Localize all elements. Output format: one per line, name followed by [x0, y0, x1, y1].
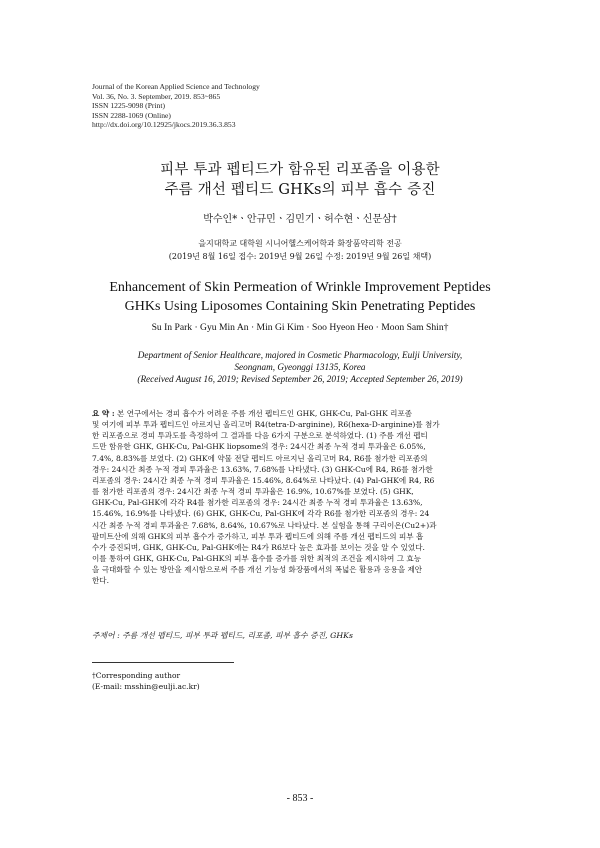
korean-title: [0, 160, 600, 200]
doi-link[interactable]: http://dx.doi.org/10.12925/jkocs.2019.36.3.853: [92, 120, 236, 130]
korean-title-line-2: 주름 개선 펩티드 GHKs의 피부 흡수 증진: [164, 182, 436, 198]
korean-authors: 박수인*ㆍ안규민ㆍ김민기ㆍ허수현ㆍ신문삼†: [203, 214, 397, 225]
abstract-line: 15.46%, 16.9%를 나타냈다. (6) GHK, GHK-Cu, Pal-GHK에 각각 R6를 첨가한 리포좀의 경우: 24: [92, 509, 430, 519]
english-title-line-2: GHKs Using Liposomes Containing Skin Penetrating Peptides: [124, 299, 476, 314]
english-affiliation-address: Seongnam, Gyeonggi 13135, Korea: [234, 362, 366, 373]
english-title-line-1: Enhancement of Skin Permeation of Wrinkle Improvement Peptides: [109, 280, 491, 295]
korean-received-dates: (2019년 8월 16일 접수: 2019년 9월 26일 수정: 2019년 9월 26일 채택): [168, 251, 432, 261]
abstract-line: 이를 통하여 GHK, GHK-Cu, Pal-GHK의 피부 흡수를 증가를 위한 최적의 조건을 제시하여 그 효능: [92, 554, 421, 564]
abstract-label: 요 약 :: [92, 409, 115, 418]
abstract-line: 수가 증진되며, GHK, GHK-Cu, Pal-GHK에는 R4가 R6보다 높은 효과를 보이는 것을 알 수 있었다.: [92, 542, 425, 552]
english-affiliation-dept: Department of Senior Healthcare, majored in Cosmetic Pharmacology, Eulji University,: [137, 350, 463, 360]
abstract-line: 경우: 24시간 최종 누적 경피 투과율은 13.63%, 7.68%를 나타냈다. (3) GHK-Cu에 R4, R6를 첨가한: [92, 464, 433, 474]
page-number: - 853 -: [286, 793, 314, 804]
korean-abstract: [92, 408, 508, 587]
journal-info: [92, 82, 260, 130]
abstract-line: 을 극대화할 수 있는 방안을 제시함으로써 주름 개선 기능성 화장품에서의 폭넓은 활용과 응용을 제안: [92, 565, 423, 575]
abstract-line: GHK-Cu, Pal-GHK에 각각 R4를 첨가한 리포좀의 경우: 24시간 최종 누적 경피 투과율은 13.63%,: [92, 498, 423, 508]
english-affiliation: [0, 349, 600, 386]
korean-affiliation-dept: 을지대학교 대학원 시니어헬스케어학과 화장품약리학 전공: [198, 239, 402, 248]
abstract-line: [92, 408, 508, 419]
issn-online: ISSN 2288-1069 (Online): [92, 110, 171, 120]
abstract-line: 7.4%, 8.83%를 보였다. (2) GHK에 약물 전달 펩티드 아르지닌 올리고머 R4, R6를 첨가한 리포좀의: [92, 453, 428, 463]
abstract-line-text: 본 연구에서는 경피 흡수가 어려운 주름 개선 펩티드인 GHK, GHK-Cu, Pal-GHK 리포좀: [114, 409, 413, 418]
abstract-line: 및 여기에 피부 투과 펩티드인 아르지닌 올리고머 R4(tetra-D-arginine), R6(hexa-D-arginine)를 첨가: [92, 420, 440, 430]
footnote-divider: [92, 662, 234, 663]
abstract-line: 리포좀의 경우: 24시간 최종 누적 경피 투과율은 15.46%, 8.64%로 나타났다. (4) Pal-GHK에 R4, R6: [92, 475, 435, 485]
issn-print: ISSN 1225-9098 (Print): [92, 101, 165, 111]
english-title: [0, 278, 600, 316]
korean-affiliation: [0, 238, 600, 263]
abstract-line: 한다.: [92, 576, 109, 586]
abstract-line: 시간 최종 누적 경피 투과율은 7.68%, 8.64%, 10.67%로 나타났다. 본 실험을 통해 구리이온(Cu2+)과: [92, 520, 437, 530]
abstract-line: 를 첨가한 리포좀의 경우: 24시간 최종 누적 경피 투과율은 16.9%, 10.67%를 보였다. (5) GHK,: [92, 487, 414, 497]
abstract-line: 드만 함유한 GHK, GHK-Cu, Pal-GHK liopsome의 경우: 24시간 최종 누적 경피 투과율은 6.05%,: [92, 442, 426, 452]
footnote: [92, 670, 200, 692]
abstract-line: 팔미트산에 의해 GHK의 피부 흡수가 증가하고, 피부 투과 펩티드에 의해 주름 개선 펩티드의 피부 흡: [92, 531, 424, 541]
english-authors: Su In Park · Gyu Min An · Min Gi Kim · Soo Hyeon Heo · Moon Sam Shin†: [151, 322, 449, 333]
corresponding-author: †Corresponding author: [92, 671, 181, 680]
english-received-dates: (Received August 16, 2019; Revised September 26, 2019; Accepted September 26, 2019): [137, 374, 463, 385]
journal-volume: Vol. 36, No. 3. September, 2019. 853~865: [92, 91, 221, 101]
author-email[interactable]: (E-mail: msshin@eulji.ac.kr): [92, 682, 200, 691]
korean-title-line-1: 피부 투과 펩티드가 함유된 리포좀을 이용한: [160, 162, 440, 178]
abstract-line: 한 리포좀으로 경피 투과도를 측정하여 그 결과를 다음 6가지 구분으로 분석하였다. (1) 주름 개선 펩티: [92, 431, 428, 441]
keywords: 주제어 : 주름 개선 펩티드, 피부 투과 펩티드, 리포좀, 피부 흡수 증진, GHKs: [92, 631, 353, 640]
journal-name: Journal of the Korean Applied Science and Technology: [92, 82, 260, 91]
